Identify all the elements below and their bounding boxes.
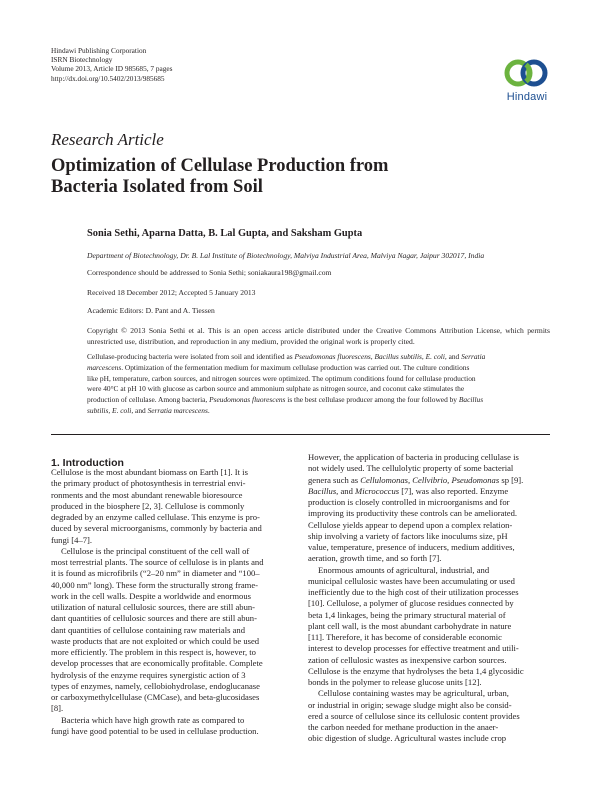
text-line: value, temperature, presence of inducers, medium additives, [308, 542, 515, 552]
left-column [51, 467, 293, 737]
text-line: ered a source of cellulose since its cellulosic content provides [308, 710, 520, 721]
volume-info: Volume 2013, Article ID 985685, 7 pages [51, 64, 173, 74]
text-line: fungi [4–7]. [51, 534, 93, 545]
text-line: production is closely controlled in microorganisms and for [308, 497, 510, 507]
text-line: inefficiently due to the high cost of their utilization processes [308, 587, 519, 597]
text-line: most terrestrial plants. The source of cellulose is in plants and [51, 557, 264, 567]
text-line: interest to develop processes for effective treatment and utili- [308, 643, 519, 654]
text-line: beta 1,4 linkages, being the primary structural material of [308, 609, 506, 620]
text-line: Cellulose is the enzyme that hydrolyses the beta 1,4 glycosidic [308, 665, 524, 676]
abstract-line: subtilis, E. coli, and Serratia marcescens. [87, 405, 210, 415]
text-line: or industrial in origin; sewage sludge might also be consid- [308, 699, 512, 710]
copyright-notice: Copyright © 2013 Sonia Sethi et al. This is an open access article distributed under the Creative Commons Attribution License, which permits unrestricted use, distribution, and reproduction in any medium, provided the original work is properly cited. [87, 326, 550, 347]
text-line: the carbon needed for methane production in the anaer- [308, 722, 499, 732]
text-line: ronments and the most abundant renewable bioresource [51, 489, 243, 500]
text-line: Enormous amounts of agricultural, industrial, and [318, 564, 490, 575]
text-line: ship involving a variety of factors like inoculums size, pH [308, 530, 508, 541]
abstract [87, 352, 550, 417]
title-line-1: Optimization of Cellulase Production from [51, 156, 389, 176]
text-line: However, the application of bacteria in producing cellulase is [308, 452, 519, 462]
text-line: Cellulose is the most abundant biomass on Earth [1]. It is [51, 467, 248, 477]
text-line: not widely used. The cellulolytic property of some bacterial [308, 463, 514, 474]
text-line: produced in the biosphere [2, 3]. Cellulose is commonly [51, 500, 245, 511]
article-title [51, 156, 531, 198]
text-line: bonds in the polymer to release glucose units [12]. [308, 677, 482, 687]
journal-header [51, 46, 172, 83]
text-line: aeration, growth time, and so forth [7]. [308, 553, 442, 564]
text-line: Cellulose yields appear to depend upon a complex relation- [308, 519, 513, 530]
text-line: zation of cellulosic wastes as inexpensive carbon sources. [308, 654, 507, 665]
received-date: Received 18 December 2012; Accepted 5 January 2013 [87, 288, 256, 297]
publisher-name: Hindawi Publishing Corporation [51, 46, 147, 55]
text-line: fungi have good potential to be used in cellulase production. [51, 725, 259, 736]
text-line: Bacteria which have high growth rate as compared to [61, 714, 245, 725]
abstract-line: marcescens. Optimization of the fermentation medium for maximum cellulase production was carried out. The culture conditions [87, 362, 470, 372]
abstract-line: like pH, temperature, carbon sources, and nitrogen sources were optimized. The optimum conditions found for cellulase production [87, 373, 476, 383]
text-line: Cellulose containing wastes may be agricultural, urban, [318, 688, 509, 699]
text-line: genera such as Cellulomonas, Cellvibrio, Pseudomonas sp [9]. [308, 474, 524, 485]
text-line: Bacillus, and Micrococcus [7], was also reported. Enzyme [308, 485, 509, 496]
text-line: dant quantities of cellulose containing raw materials and [51, 624, 246, 635]
affiliation: Department of Biotechnology, Dr. B. Lal Institute of Biotechnology, Malviya Industrial Area, Malviya Nagar, Jaipur 302017, India [87, 251, 485, 260]
hindawi-logo-text: Hindawi [506, 91, 548, 103]
text-line: [11]. Therefore, it has become of considerable economic [308, 632, 502, 642]
correspondence: Correspondence should be addressed to Sonia Sethi; soniakaura198@gmail.com [87, 268, 332, 277]
text-line: 40,000 nm” long). These form the structurally strong frame- [51, 579, 258, 590]
author-list: Sonia Sethi, Aparna Datta, B. Lal Gupta, and Saksham Gupta [87, 228, 363, 239]
text-line: plant cell wall, is the most abundant carbohydrate in nature [308, 620, 512, 631]
text-line: types of enzymes, namely, cellobiohydrolase, endoglucanase [51, 680, 260, 691]
title-line-2: Bacteria Isolated from Soil [51, 177, 263, 197]
text-line: or carboxymethylcellulase (CMCase), and beta-glucosidases [51, 692, 260, 702]
right-column [308, 452, 551, 745]
abstract-line: were 40°C at pH 10 with glucose as carbon source and ammonium sulphate as nitrogen source, and coconut cake stimulates the [87, 384, 465, 394]
text-line: more efficiently. The problem in this respect is, however, to [51, 647, 256, 657]
text-line: hydrolysis of the enzyme requires synergistic action of 3 [51, 669, 246, 680]
journal-name: ISRN Biotechnology [51, 55, 113, 65]
text-line: municipal cellulosic wastes have been accumulating or used [308, 575, 515, 586]
text-line: dant quantities of cellulosic sources and there are still abun- [51, 613, 257, 624]
text-line: [8]. [51, 703, 64, 714]
text-line: it is found as microfibrils (“2–20 nm” in diameter and “100– [51, 568, 260, 579]
text-line: degraded by an enzyme called cellulase. This enzyme is pro- [51, 512, 260, 522]
section-heading: 1. Introduction [51, 457, 124, 469]
section-divider [51, 434, 550, 435]
doi-link[interactable]: http://dx.doi.org/10.5402/2013/985685 [51, 73, 165, 83]
text-line: obic digestion of sludge. Agricultural wastes include crop [308, 733, 507, 744]
text-line: develop processes that are economically profitable. Complete [51, 658, 263, 669]
text-line: the primary product of photosynthesis in terrestrial envi- [51, 478, 246, 489]
text-line: Cellulose is the principal constituent of the cell wall of [61, 545, 250, 556]
abstract-line: Cellulase-producing bacteria were isolated from soil and identified as Pseudomonas fluorescens, Bacillus subtilis, E. coli, and Serratia [87, 352, 486, 361]
abstract-line: production of cellulase. Among bacteria, Pseudomonas fluorescens is the best cellulase producer among the four followed by Bacillus [87, 395, 484, 405]
text-line: utilization of natural cellulosic sources, there are still abun- [51, 602, 256, 612]
text-line: work in the cell walls. Despite a worldwide and enormous [51, 590, 251, 601]
text-line: improving its productivity these controls can be ameliorated. [308, 508, 518, 519]
article-type: Research Article [51, 130, 164, 149]
text-line: duced by several microorganisms, commonly by bacteria and [51, 523, 262, 534]
academic-editors: Academic Editors: D. Pant and A. Tiessen [87, 306, 215, 315]
text-line: waste products that are not exploited or which could be used [51, 635, 260, 646]
text-line: [10]. Cellulose, a polymer of glucose residues connected by [308, 598, 514, 609]
